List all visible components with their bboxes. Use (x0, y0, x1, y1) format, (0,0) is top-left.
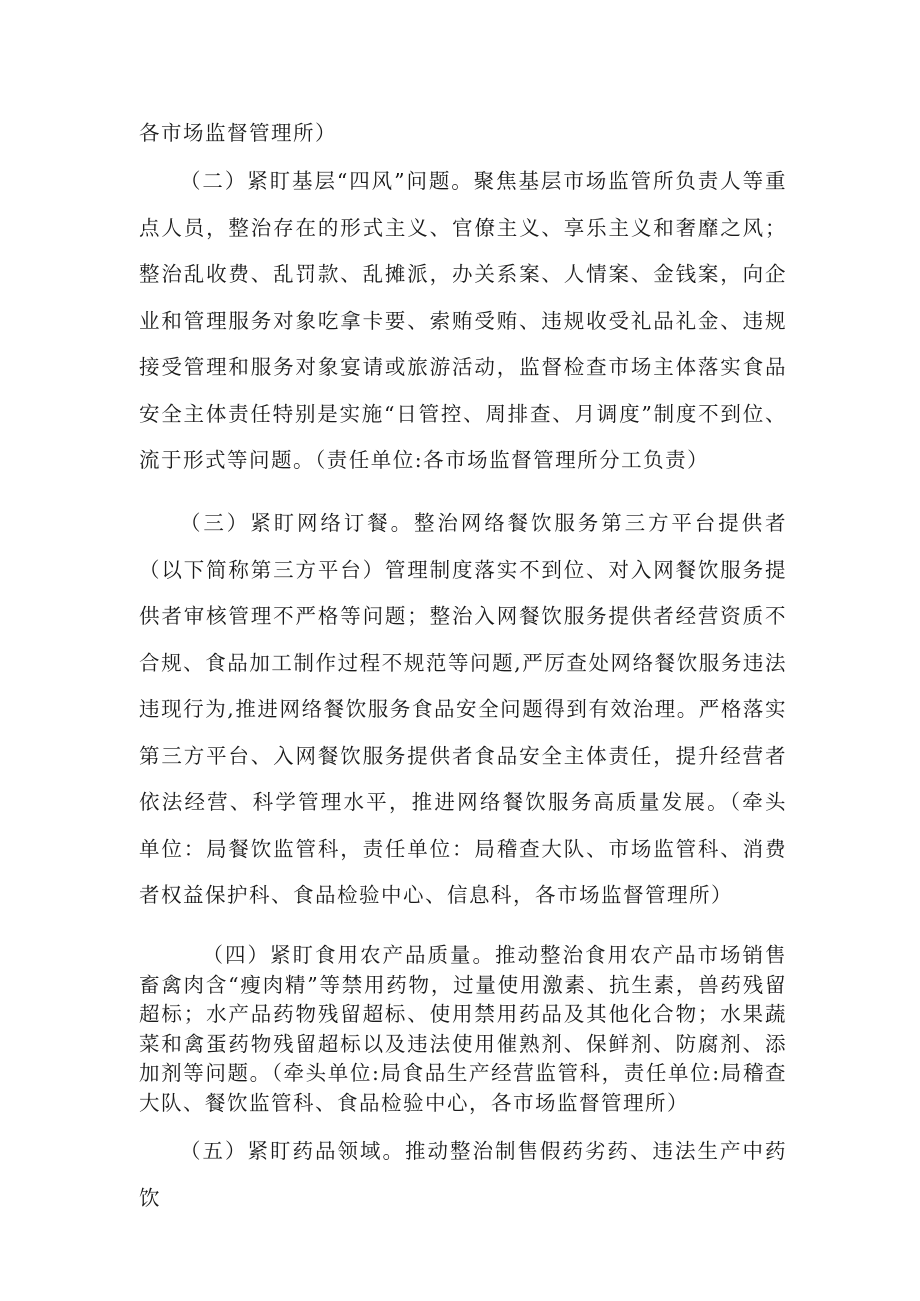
paragraph-section-5: （五）紧盯药品领域。推动整治制售假药劣药、违法生产中药饮 (139, 1139, 787, 1210)
paragraph-section-3: （三）紧盯网络订餐。整治网络餐饮服务第三方平台提供者（以下简称第三方平台）管理制度落实不到位、对入网餐饮服务提供者审核管理不严格等问题；整治入网餐饮服务提供者经营资质不合规、食品加工制作过程不规范等问题,严厉查处网络餐饮服务违法违现行为,推进网络餐饮服务食品安全问题得到有效治理。严格落实第三方平台、入网餐饮服务提供者食品安全主体责任，提升经营者依法经营、科学管理水平，推进网络餐饮服务高质量发展。（牵头单位：局餐饮监管科，责任单位：局稽查大队、市场监管科、消费者权益保护科、食品检验中心、信息科，各市场监督管理所） (139, 511, 787, 907)
paragraph-section-4: （四）紧盯食用农产品质量。推动整治食用农产品市场销售畜禽肉含“瘦肉精”等禁用药物，过量使用激素、抗生素，兽药残留超标；水产品药物残留超标、使用禁用药品及其他化合物；水果蔬菜和禽蛋药物残留超标以及违法使用催熟剂、保鲜剂、防腐剂、添加剂等问题。（牵头单位:局食品生产经营监管科，责任单位:局稽查大队、餐饮监管科、食品检验中心，各市场监督管理所） (139, 943, 787, 1115)
paragraph-continuation: 各市场监督管理所） (139, 121, 337, 145)
paragraph-section-2: （二）紧盯基层“四风”问题。聚焦基层市场监管所负责人等重点人员，整治存在的形式主义、官僚主义、享乐主义和奢靡之风；整治乱收费、乱罚款、乱摊派，办关系案、人情案、金钱案，向企业和管理服务对象吃拿卡要、索贿受贿、违规收受礼品礼金、违规接受管理和服务对象宴请或旅游活动，监督检查市场主体落实食品安全主体责任特别是实施“日管控、周排查、月调度”制度不到位、流于形式等问题。（责任单位:各市场监督管理所分工负责） (139, 169, 787, 472)
